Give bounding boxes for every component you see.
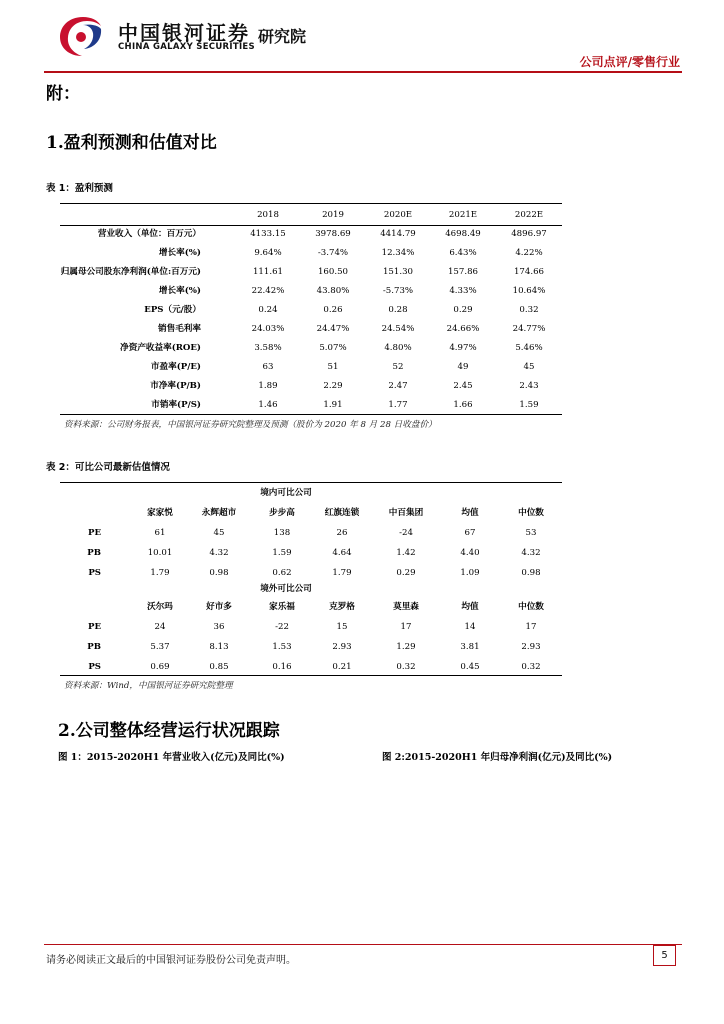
table2-cell: 1.29 [396,642,416,652]
section-title-2: 2.公司整体经营运行状况跟踪 [58,721,280,741]
table2-cell: 17 [400,622,412,632]
table1-cell: 24.03% [251,324,285,334]
table2-col-header: 中位数 [518,602,544,612]
table2-caption: 表 2：可比公司最新估值情况 [46,462,170,473]
table1-cell: 111.61 [252,267,284,277]
table2-row-label: PE [87,622,101,632]
table2-cell: 53 [525,528,537,538]
table2-col-header: 中位数 [518,508,544,518]
footer-disclaimer: 请务必阅读正文最后的中国银河证券股份公司免责声明。 [46,955,296,966]
table2-cell: -24 [399,528,413,538]
table2-cell: 67 [464,528,476,538]
table1-cell: 0.29 [453,305,473,315]
table1-cell: 0.26 [323,305,343,315]
table1-cell: 0.24 [258,305,278,315]
table2-cell: 1.79 [332,568,352,578]
table1-cell: 4414.79 [380,229,416,239]
table2-cell: 4.32 [209,548,229,558]
table2-cell: 138 [273,528,291,538]
table1-cell: 4698.49 [445,229,481,239]
table2-cell: 0.32 [396,662,416,672]
table1-cell: 157.86 [447,267,479,277]
logo-institute: 研究院 [258,27,307,46]
table2-cell: 10.01 [147,548,173,558]
table1-cell: 4.33% [449,286,477,296]
table1-cell: 5.46% [515,343,543,353]
table2-row-label: PS [88,568,101,578]
table1-row-label: 增长率(%) [158,286,201,296]
table2-cell: 0.69 [150,662,170,672]
table1-cell: 49 [457,362,469,372]
table2-cell: 24 [154,622,166,632]
table2-col-header: 沃尔玛 [147,602,173,612]
table1-cell: 4896.97 [511,229,547,239]
table1-cell: 45 [523,362,535,372]
table2-cell: 5.37 [150,642,170,652]
table1-cell: 1.89 [258,381,278,391]
table1-cell: -3.74% [317,248,349,258]
table1-cell: 1.59 [519,400,539,410]
table2-col-header: 均值 [461,602,479,612]
table2-row-label: PS [88,662,101,672]
report-category: 公司点评/零售行业 [579,55,680,69]
table1-cell: 1.77 [388,400,408,410]
table2-cell: 1.59 [272,548,292,558]
table2-cell: 4.64 [332,548,352,558]
table1-col-header: 2022E [514,210,544,220]
footer-rule [44,944,682,945]
table2-col-header: 中百集团 [388,508,424,518]
table2-cell: 0.62 [272,568,292,578]
table1-cell: 63 [262,362,274,372]
table1-caption: 表 1：盈利预测 [46,183,113,194]
table1-cell: 4.80% [384,343,412,353]
table1-cell: 2.47 [388,381,408,391]
figure2-caption: 图 2:2015-2020H1 年归母净利润(亿元)及同比(%) [382,752,613,763]
table1-cell: 10.64% [512,286,546,296]
table2-cell: 1.79 [150,568,170,578]
table1-col-header: 2019 [322,210,344,220]
table1-cell: -5.73% [382,286,414,296]
table2-row-label: PB [87,548,101,558]
table1-source: 资料来源：公司财务报表，中国银河证券研究院整理及预测（股价为 2020 年 8 月 28 日收盘价） [64,420,437,430]
table1-col-header: 2020E [383,210,413,220]
table2-col-header: 永辉超市 [201,508,237,518]
table1-row-label: 市盈率(P/E) [150,362,201,372]
table2-cell: 0.98 [209,568,229,578]
table2-cell: 17 [525,622,537,632]
table2-cell: 3.81 [460,642,480,652]
page-number: 5 [653,945,676,966]
table1-cell: 22.42% [251,286,285,296]
table1-cell: 6.43% [449,248,477,258]
table1-row-label: 销售毛利率 [158,324,201,334]
table1-row-label: 市净率(P/B) [150,381,201,391]
table1-bottom-rule [60,414,562,415]
table2-cell: 26 [336,528,348,538]
logo-chinese-name: 中国银河证券 [118,21,250,45]
table2-group-title: 境内可比公司 [260,488,312,498]
table2-cell: 2.93 [332,642,352,652]
table2-cell: 1.42 [396,548,416,558]
table2-cell: 0.16 [272,662,292,672]
table1-header-rule [60,225,562,226]
table2-cell: 0.85 [209,662,229,672]
table1-cell: 5.07% [319,343,347,353]
table1-cell: 0.28 [388,305,408,315]
table1-cell: 4.22% [515,248,543,258]
table1-cell: 2.43 [519,381,539,391]
table2-cell: 4.32 [521,548,541,558]
table2-group-title: 境外可比公司 [260,584,312,594]
table2-col-header: 红旗连锁 [324,508,360,518]
table1-top-rule [60,203,562,204]
table2-cell: 1.09 [460,568,480,578]
table1-cell: 4133.15 [250,229,286,239]
table2-cell: 0.45 [460,662,480,672]
table1-row-label: 归属母公司股东净利润(单位:百万元) [60,267,201,277]
table2-source: 资料来源：Wind，中国银河证券研究院整理 [64,681,233,691]
page-header [0,0,724,72]
table1-cell: 2.29 [323,381,343,391]
table2-cell: 0.32 [521,662,541,672]
table1-cell: 3978.69 [315,229,351,239]
table1-cell: 4.97% [449,343,477,353]
figure1-caption: 图 1：2015-2020H1 年营业收入(亿元)及同比(%) [58,752,285,763]
table2-cell: 0.29 [396,568,416,578]
appendix-label: 附： [46,84,80,104]
table1-cell: 160.50 [317,267,349,277]
table1-cell: 1.66 [453,400,473,410]
table1-row-label: 净资产收益率(ROE) [120,343,201,353]
table2-cell: 8.13 [209,642,229,652]
table2-cell: 1.53 [272,642,292,652]
table2-cell: 0.21 [332,662,352,672]
table2-col-header: 家家悦 [147,508,173,518]
table1-cell: 1.91 [323,400,343,410]
table1-cell: 1.46 [258,400,278,410]
table2-col-header: 莫里森 [393,602,419,612]
table2-row-label: PB [87,642,101,652]
table2-cell: 15 [336,622,348,632]
table2-col-header: 好市多 [206,602,232,612]
table2-top-rule [60,482,562,483]
table2-cell: 61 [154,528,166,538]
table2-cell: 2.93 [521,642,541,652]
table1-cell: 43.80% [316,286,350,296]
table1-cell: 51 [327,362,339,372]
table1-row-label: 营业收入（单位：百万元） [97,229,201,239]
table1-cell: 174.66 [513,267,545,277]
table2-cell: 0.98 [521,568,541,578]
header-rule [44,71,682,73]
table1-row-label: 市销率(P/S) [151,400,201,410]
table1-row-label: EPS（元/股） [144,305,201,315]
table2-cell: 4.40 [460,548,480,558]
table1-cell: 24.66% [446,324,480,334]
logo-english-name: CHINA GALAXY SECURITIES [118,42,255,52]
table1-cell: 0.32 [519,305,539,315]
table2-col-header: 克罗格 [329,602,355,612]
table1-cell: 24.77% [512,324,546,334]
table1-cell: 151.30 [382,267,414,277]
table1-row-label: 增长率(%) [158,248,201,258]
table2-row-label: PE [87,528,101,538]
table1-cell: 9.64% [254,248,282,258]
galaxy-logo-icon [57,13,109,59]
table1-col-header: 2021E [448,210,478,220]
table2-bottom-rule [60,675,562,676]
table1-cell: 2.45 [453,381,473,391]
table1-cell: 52 [392,362,404,372]
table2-cell: 36 [213,622,225,632]
section-title-1: 1.盈利预测和估值对比 [46,133,217,153]
table2-cell: -22 [275,622,289,632]
table1-cell: 3.58% [254,343,282,353]
table1-col-header: 2018 [257,210,279,220]
table1-cell: 24.47% [316,324,350,334]
table2-cell: 45 [213,528,225,538]
table2-col-header: 均值 [461,508,479,518]
table2-cell: 14 [464,622,476,632]
table1-cell: 12.34% [381,248,415,258]
table1-cell: 24.54% [381,324,415,334]
table2-col-header: 家乐福 [269,602,295,612]
table2-col-header: 步步高 [269,508,295,518]
